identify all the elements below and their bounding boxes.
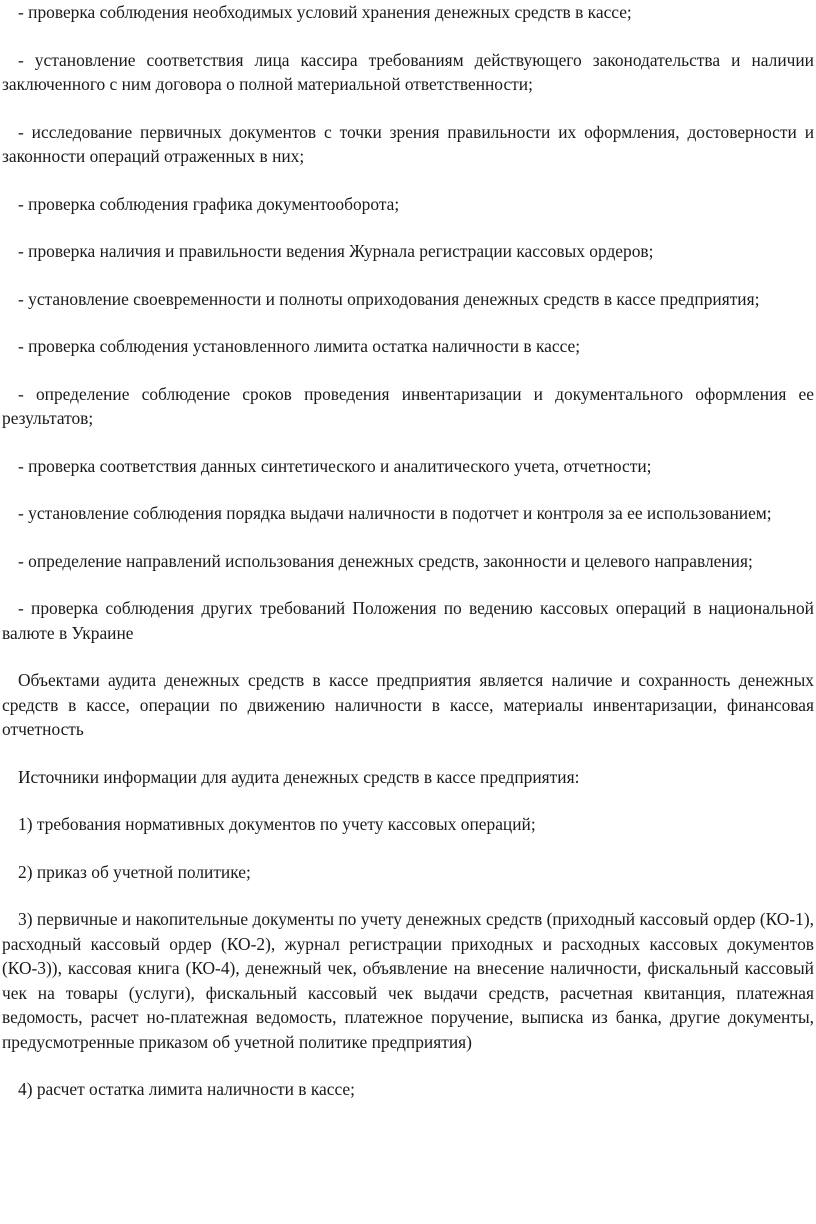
paragraph: - установление соответствия лица кассира требованиям действующего законодательства и наличии заключенного с ним договора о полной материальной ответственности; <box>2 49 814 94</box>
paragraph: 4) расчет остатка лимита наличности в кассе; <box>18 1079 355 1099</box>
paragraph: 2) приказ об учетной политике; <box>18 861 251 882</box>
paragraph: - проверка соблюдения установленного лимита остатка наличности в кассе; <box>18 336 581 356</box>
paragraph: 1) требования нормативных документов по учету кассовых операций; <box>18 814 536 834</box>
paragraph: Объектами аудита денежных средств в кассе предприятия является наличие и сохранность денежных средств в кассе, операции по движению наличности в кассе, материалы инвентаризации, финансовая отчетность <box>2 670 814 739</box>
document-page <box>2 0 814 1102</box>
paragraph: - проверка наличия и правильности ведения Журнала регистрации кассовых ордеров; <box>18 241 654 261</box>
paragraph: 3) первичные и накопительные документы по учету денежных средств (приходный кассовый ордер (КО-1), расходный кассовый ордер (КО-2), журнал регистрации приходных и расходных кассовых документов (КО-3)), кассовая книга (КО-4), денежный чек, объявление на внесение наличности, фискальный кассовый чек на товары (услуги), фискальный кассовый чек выдачи средств, расчетная квитанция, платежная ведомость, расчет но-платежная ведомость, платежное поручение, выписка из банка, другие документы, предусмотренные приказом об учетной политике предприятия) <box>2 909 814 1052</box>
paragraph: - определение направлений использования денежных средств, законности и целевого направления; <box>18 550 753 571</box>
paragraph: - определение соблюдение сроков проведения инвентаризации и документального оформления ее результатов; <box>2 383 814 428</box>
paragraph: Источники информации для аудита денежных средств в кассе предприятия: <box>18 766 580 787</box>
paragraph: - проверка соблюдения графика документооборота; <box>18 193 400 214</box>
paragraph: - проверка соблюдения других требований Положения по ведению кассовых операций в национальной валюте в Украине <box>2 598 814 643</box>
paragraph: - проверка соблюдения необходимых условий хранения денежных средств в кассе; <box>18 2 632 22</box>
paragraph: - исследование первичных документов с точки зрения правильности их оформления, достоверности и законности операций отраженных в них; <box>2 121 814 166</box>
paragraph: - проверка соответствия данных синтетического и аналитического учета, отчетности; <box>18 455 652 476</box>
paragraph: - установление соблюдения порядка выдачи наличности в подотчет и контроля за ее использованием; <box>18 503 772 523</box>
paragraph: - установление своевременности и полноты оприходования денежных средств в кассе предприятия; <box>18 288 760 309</box>
